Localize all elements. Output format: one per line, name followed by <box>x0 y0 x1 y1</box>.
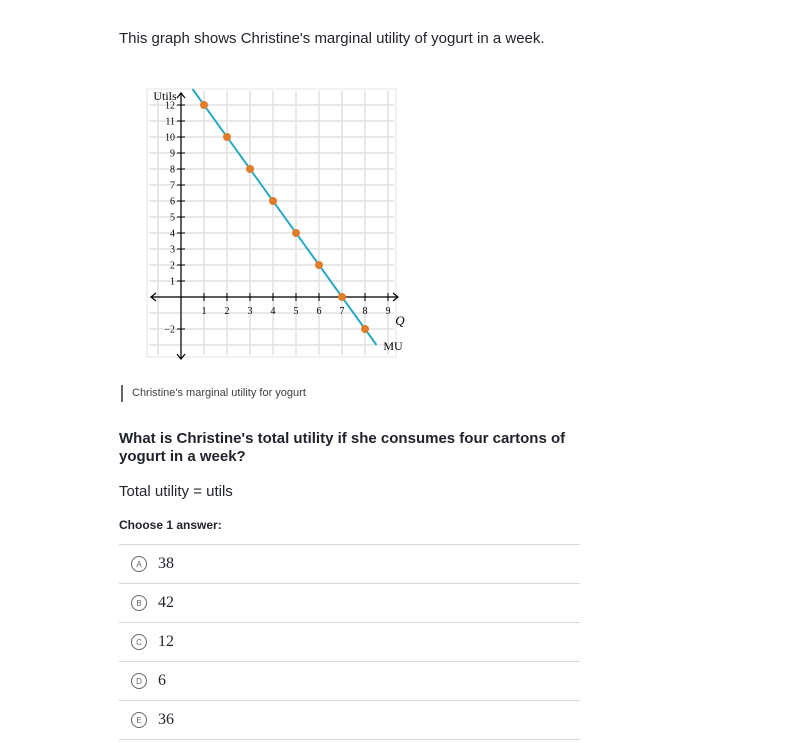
choice-letter-d: D <box>131 673 147 689</box>
y-tick-label: 6 <box>170 196 175 208</box>
chart-caption: Christine's marginal utility for yogurt <box>121 385 306 402</box>
data-point <box>361 325 369 333</box>
y-tick-label: 3 <box>170 244 175 256</box>
y-tick-label: 4 <box>170 228 175 240</box>
x-tick-label: 9 <box>385 306 391 317</box>
choice-value-d: 6 <box>158 672 166 689</box>
question-text: What is Christine's total utility if she consumes four cartons of yogurt in a week? <box>119 430 566 465</box>
answer-choice-a[interactable] <box>119 544 580 583</box>
x-tick-label: 2 <box>224 306 230 317</box>
total-utility-line: Total utility = utils <box>119 483 233 500</box>
choice-value-a: 38 <box>158 555 174 572</box>
choice-letter-a: A <box>131 556 147 572</box>
x-tick-label: 7 <box>339 306 345 317</box>
mu-chart-svg <box>140 75 430 360</box>
data-point <box>246 165 254 173</box>
x-tick-label: 5 <box>293 306 299 317</box>
y-tick-label: 8 <box>170 164 175 176</box>
x-axis-label: Q <box>395 313 405 328</box>
answer-choice-c[interactable] <box>119 622 580 661</box>
y-tick-label: 11 <box>165 116 175 128</box>
choice-letter-c: C <box>131 634 147 650</box>
choice-letter-b: B <box>131 595 147 611</box>
y-tick-label: 10 <box>165 132 175 144</box>
y-axis-label: Utils <box>153 89 177 103</box>
intro-text: This graph shows Christine's marginal utility of yogurt in a week. <box>119 30 545 47</box>
choice-letter-e: E <box>131 712 147 728</box>
x-tick-label: 4 <box>270 306 276 317</box>
x-tick-label: 8 <box>362 306 368 317</box>
answer-choice-d[interactable] <box>119 661 580 700</box>
answer-choice-b[interactable] <box>119 583 580 622</box>
mu-chart <box>140 75 430 360</box>
choice-value-e: 36 <box>158 711 174 728</box>
data-point <box>200 101 208 109</box>
data-point <box>315 261 323 269</box>
y-tick-label: −2 <box>164 324 175 336</box>
answer-list <box>119 544 580 740</box>
data-point <box>223 133 231 141</box>
y-tick-label: 5 <box>170 212 175 224</box>
y-tick-label: 7 <box>170 180 175 192</box>
answer-choice-e[interactable] <box>119 700 580 740</box>
data-point <box>269 197 277 205</box>
x-tick-label: 6 <box>316 306 322 317</box>
data-point <box>338 293 346 301</box>
y-tick-label: 12 <box>165 100 175 112</box>
x-tick-label: 1 <box>201 306 207 317</box>
choose-label: Choose 1 answer: <box>119 518 222 532</box>
y-tick-label: 9 <box>170 148 175 160</box>
series-label: MU <box>383 339 403 353</box>
choice-value-b: 42 <box>158 594 174 611</box>
data-point <box>292 229 300 237</box>
y-tick-label: 2 <box>170 260 175 272</box>
x-tick-label: 3 <box>247 306 253 317</box>
y-tick-label: 1 <box>170 276 175 288</box>
choice-value-c: 12 <box>158 633 174 650</box>
